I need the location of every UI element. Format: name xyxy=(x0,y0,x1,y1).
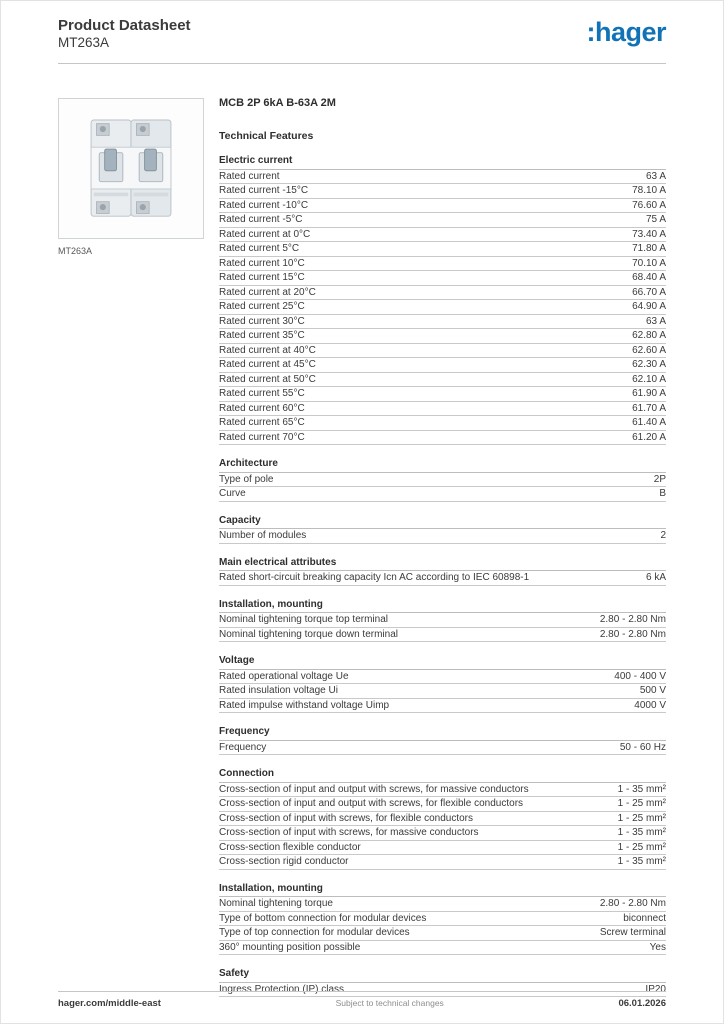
spec-row xyxy=(219,841,666,856)
spec-row xyxy=(219,242,666,257)
spec-section xyxy=(219,515,666,544)
spec-value: 50 - 60 Hz xyxy=(619,741,666,753)
spec-value: 62.10 A xyxy=(632,373,666,385)
spec-row xyxy=(219,358,666,373)
spec-value: 63 A xyxy=(645,315,666,327)
spec-row xyxy=(219,826,666,841)
section-title: Architecture xyxy=(219,458,666,473)
spec-row xyxy=(219,431,666,446)
spec-label: Curve xyxy=(219,488,246,499)
spec-value: IP20 xyxy=(645,983,666,995)
spec-label: Type of pole xyxy=(219,473,274,485)
spec-value: biconnect xyxy=(623,912,666,924)
spec-section xyxy=(219,155,666,445)
page-header xyxy=(1,1,723,51)
spec-value: 75 A xyxy=(645,214,666,225)
spec-label: Rated current 10°C xyxy=(219,257,305,269)
spec-label: Rated current 30°C xyxy=(219,315,305,327)
spec-row xyxy=(219,684,666,699)
spec-value: 61.20 A xyxy=(632,431,666,443)
spec-value: Screw terminal xyxy=(599,927,666,938)
spec-row xyxy=(219,300,666,315)
spec-row xyxy=(219,387,666,402)
spec-label: Cross-section of input and output with screws, for flexible conductors xyxy=(219,798,524,809)
spec-value: Yes xyxy=(649,941,666,953)
page-title: Product Datasheet xyxy=(58,17,191,34)
footer-date: 06.01.2026 xyxy=(618,998,666,1009)
spec-value: 1 - 35 mm² xyxy=(617,827,666,838)
header-divider xyxy=(58,63,666,64)
page-footer xyxy=(58,991,666,1023)
spec-value: 2.80 - 2.80 Nm xyxy=(599,628,666,640)
spec-value: 62.30 A xyxy=(632,359,666,370)
spec-row xyxy=(219,184,666,199)
spec-label: Rated current at 40°C xyxy=(219,344,316,356)
spec-label: Nominal tightening torque down terminal xyxy=(219,628,398,640)
section-title: Capacity xyxy=(219,515,666,530)
main-content xyxy=(1,98,723,997)
hager-logo: :hager xyxy=(586,17,666,47)
spec-value: 78.10 A xyxy=(632,185,666,196)
spec-row xyxy=(219,613,666,628)
spec-row xyxy=(219,416,666,431)
spec-section xyxy=(219,655,666,713)
footer-website: hager.com/middle-east xyxy=(58,998,161,1009)
spec-value: 4000 V xyxy=(634,699,666,711)
spec-row xyxy=(219,855,666,870)
product-image-frame xyxy=(58,98,204,239)
spec-label: Rated current -5°C xyxy=(219,214,303,225)
sections xyxy=(219,155,666,997)
spec-value: 1 - 35 mm² xyxy=(617,856,666,867)
spec-value: 62.60 A xyxy=(632,344,666,356)
spec-row xyxy=(219,812,666,827)
spec-row xyxy=(219,699,666,714)
spec-value: 68.40 A xyxy=(632,272,666,283)
spec-label: Rated current xyxy=(219,170,280,182)
spec-value: 61.90 A xyxy=(632,388,666,399)
spec-label: Rated current 5°C xyxy=(219,243,300,254)
product-reference: MT263A xyxy=(58,35,110,50)
spec-value: 73.40 A xyxy=(632,228,666,240)
circuit-breaker-image xyxy=(72,110,190,228)
spec-section xyxy=(219,557,666,586)
spec-label: Cross-section of input and output with screws, for massive conductors xyxy=(219,783,529,795)
section-title: Voltage xyxy=(219,655,666,670)
spec-label: Rated operational voltage Ue xyxy=(219,670,349,682)
spec-label: Cross-section rigid conductor xyxy=(219,856,349,867)
spec-row xyxy=(219,670,666,685)
spec-label: Cross-section of input with screws, for massive conductors xyxy=(219,827,479,838)
spec-row xyxy=(219,257,666,272)
product-image-column xyxy=(58,98,219,997)
spec-label: Rated current 35°C xyxy=(219,330,305,341)
spec-label: Rated current 60°C xyxy=(219,402,305,414)
footer-disclaimer: Subject to technical changes xyxy=(335,998,444,1008)
spec-row xyxy=(219,571,666,586)
spec-row xyxy=(219,213,666,228)
spec-label: Nominal tightening torque xyxy=(219,898,333,909)
spec-row xyxy=(219,170,666,185)
spec-value: 6 kA xyxy=(645,572,666,583)
spec-row xyxy=(219,315,666,330)
spec-value: 63 A xyxy=(645,170,666,182)
spec-value: B xyxy=(659,488,666,499)
spec-section xyxy=(219,599,666,643)
section-title: Connection xyxy=(219,768,666,783)
spec-value: 500 V xyxy=(639,685,666,696)
spec-row xyxy=(219,926,666,941)
spec-label: Rated insulation voltage Ui xyxy=(219,685,338,696)
spec-section xyxy=(219,458,666,502)
section-title: Installation, mounting xyxy=(219,883,666,898)
spec-label: Rated current 65°C xyxy=(219,417,305,428)
spec-value: 2.80 - 2.80 Nm xyxy=(599,614,666,625)
spec-label: Rated current at 20°C xyxy=(219,286,316,298)
spec-value: 1 - 35 mm² xyxy=(617,783,666,795)
spec-row xyxy=(219,271,666,286)
spec-label: Ingress Protection (IP) class xyxy=(219,983,345,995)
spec-label: Type of bottom connection for modular devices xyxy=(219,912,427,924)
specifications-column xyxy=(219,98,666,997)
section-title: Installation, mounting xyxy=(219,599,666,614)
section-title: Safety xyxy=(219,968,666,983)
spec-label: Rated impulse withstand voltage Uimp xyxy=(219,699,390,711)
spec-label: Rated current 70°C xyxy=(219,431,305,443)
spec-row xyxy=(219,912,666,927)
spec-value: 1 - 25 mm² xyxy=(617,798,666,809)
spec-label: Rated current 55°C xyxy=(219,388,305,399)
spec-value: 76.60 A xyxy=(632,199,666,211)
spec-label: 360° mounting position possible xyxy=(219,941,361,953)
spec-row xyxy=(219,402,666,417)
spec-row xyxy=(219,286,666,301)
spec-label: Nominal tightening torque top terminal xyxy=(219,614,388,625)
spec-row xyxy=(219,199,666,214)
spec-value: 400 - 400 V xyxy=(614,670,666,682)
spec-value: 1 - 25 mm² xyxy=(617,841,666,853)
spec-row xyxy=(219,228,666,243)
spec-row xyxy=(219,344,666,359)
spec-value: 62.80 A xyxy=(632,330,666,341)
spec-row xyxy=(219,783,666,798)
spec-row xyxy=(219,487,666,502)
spec-section xyxy=(219,726,666,755)
spec-row xyxy=(219,741,666,756)
product-name: MCB 2P 6kA B-63A 2M xyxy=(219,97,336,109)
spec-row xyxy=(219,797,666,812)
spec-label: Number of modules xyxy=(219,530,307,541)
spec-value: 71.80 A xyxy=(632,243,666,254)
spec-label: Rated current 25°C xyxy=(219,301,305,312)
spec-label: Rated current at 50°C xyxy=(219,373,316,385)
spec-value: 61.40 A xyxy=(632,417,666,428)
section-title: Frequency xyxy=(219,726,666,741)
spec-row xyxy=(219,941,666,956)
spec-value: 61.70 A xyxy=(632,402,666,414)
spec-label: Frequency xyxy=(219,741,267,753)
spec-section xyxy=(219,768,666,870)
spec-value: 64.90 A xyxy=(632,301,666,312)
spec-row xyxy=(219,529,666,544)
spec-value: 70.10 A xyxy=(632,257,666,269)
spec-value: 66.70 A xyxy=(632,286,666,298)
spec-row xyxy=(219,329,666,344)
technical-features-title: Technical Features xyxy=(219,130,314,142)
spec-value: 1 - 25 mm² xyxy=(617,812,666,824)
spec-label: Rated current 15°C xyxy=(219,272,305,283)
spec-value: 2.80 - 2.80 Nm xyxy=(599,898,666,909)
spec-row xyxy=(219,473,666,488)
spec-value: 2P xyxy=(653,473,666,485)
spec-label: Cross-section of input with screws, for flexible conductors xyxy=(219,812,473,824)
spec-label: Rated current at 45°C xyxy=(219,359,316,370)
spec-label: Type of top connection for modular devices xyxy=(219,927,410,938)
product-image-caption: MT263A xyxy=(58,246,93,256)
spec-label: Rated short-circuit breaking capacity Icn AC according to IEC 60898-1 xyxy=(219,572,530,583)
spec-section xyxy=(219,883,666,956)
spec-label: Cross-section flexible conductor xyxy=(219,841,361,853)
spec-row xyxy=(219,628,666,643)
spec-label: Rated current -15°C xyxy=(219,185,309,196)
spec-row xyxy=(219,373,666,388)
spec-value: 2 xyxy=(660,530,666,541)
section-title: Electric current xyxy=(219,155,666,170)
header-titles xyxy=(58,17,191,51)
spec-row xyxy=(219,897,666,912)
spec-label: Rated current -10°C xyxy=(219,199,309,211)
section-title: Main electrical attributes xyxy=(219,557,666,572)
spec-label: Rated current at 0°C xyxy=(219,228,311,240)
